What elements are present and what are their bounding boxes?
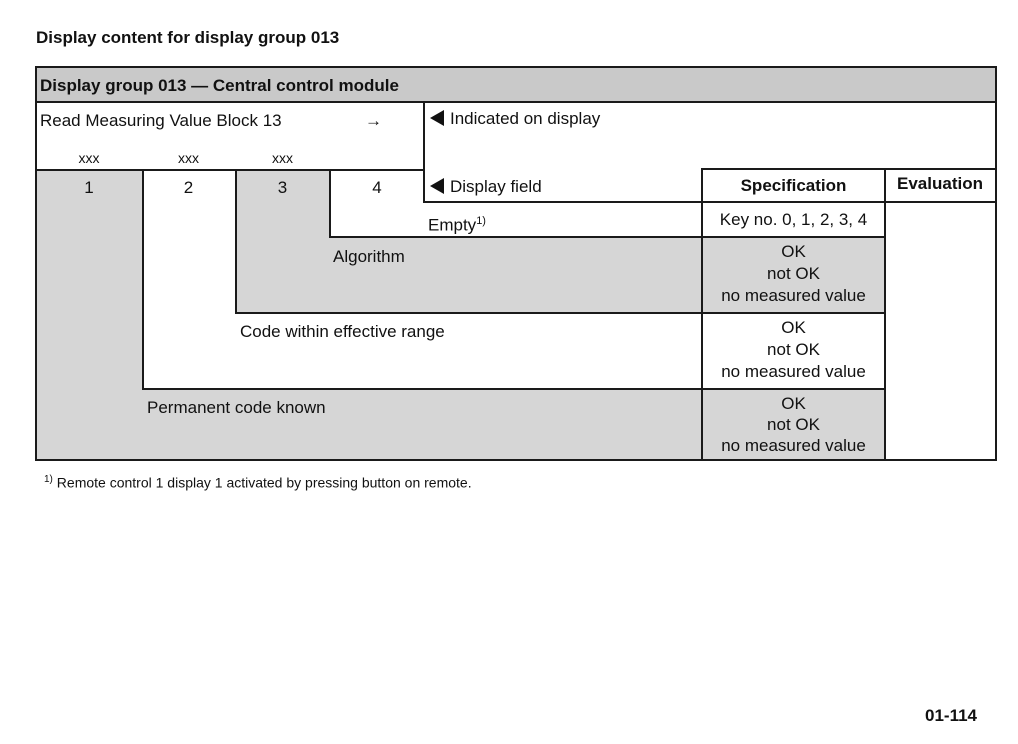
rule-under-display-field <box>424 201 996 203</box>
row-permanent-spec-1: OK <box>781 394 806 413</box>
table-border-left <box>35 66 37 461</box>
footnote <box>44 470 472 493</box>
row-code-range-label: Code within effective range <box>240 322 445 341</box>
placeholder-1: xxx <box>78 150 100 166</box>
row-code-range-spec-1: OK <box>781 318 806 337</box>
placeholder-2: xxx <box>178 150 199 166</box>
field-number-3: 3 <box>277 178 288 197</box>
field-1-column-shade <box>36 169 142 461</box>
algorithm-row-shade <box>235 236 702 313</box>
field-number-2: 2 <box>183 178 194 197</box>
rule-under-title <box>35 101 997 103</box>
table-border-top <box>35 66 997 68</box>
row-algorithm-spec-1: OK <box>781 242 806 261</box>
footnote-text: Remote control 1 display 1 activated by pressing button on remote. <box>56 474 472 491</box>
group-title: Display group 013 — Central control module <box>40 76 399 95</box>
table-border-bottom <box>35 459 997 461</box>
field-number-4: 4 <box>372 178 382 197</box>
rule-under-placeholders <box>35 169 424 171</box>
footnote-mark: 1) <box>44 474 53 485</box>
rule-above-code-range <box>235 312 885 314</box>
footnote-ref: 1) <box>476 215 486 227</box>
rule-above-algorithm <box>330 236 885 238</box>
rule-above-spec-header <box>702 168 995 170</box>
row-permanent-spec-3: no measured value <box>721 436 866 455</box>
right-arrow: → <box>365 111 382 130</box>
display-field-label: Display field <box>450 177 542 196</box>
row-algorithm-label: Algorithm <box>333 247 405 266</box>
row-permanent-spec-2: not OK <box>767 415 820 434</box>
evaluation-header: Evaluation <box>897 174 983 193</box>
row-permanent-label: Permanent code known <box>147 398 326 417</box>
row-code-range-spec-2: not OK <box>767 340 820 359</box>
page-number: 01-114 <box>925 706 977 725</box>
placeholder-3: xxx <box>272 150 293 166</box>
table-border-right <box>995 66 997 461</box>
left-triangle-icon <box>430 178 444 194</box>
indicated-on-display <box>430 109 600 129</box>
rule-above-permanent <box>142 388 885 390</box>
display-field <box>430 177 542 197</box>
field-number-1: 1 <box>84 178 94 197</box>
page-heading: Display content for display group 013 <box>36 28 340 47</box>
specification-header: Specification <box>740 176 847 195</box>
rule-field-1-2 <box>142 169 144 390</box>
left-triangle-icon <box>430 110 444 126</box>
row-algorithm-spec-3: no measured value <box>721 286 866 305</box>
row-empty-label <box>428 211 486 236</box>
row-algorithm-spec-2: not OK <box>767 264 820 283</box>
row-code-range-spec-3: no measured value <box>721 362 866 381</box>
read-block-label: Read Measuring Value Block 13 <box>40 111 282 130</box>
row-empty-spec: Key no. 0, 1, 2, 3, 4 <box>719 210 868 229</box>
row-empty-text: Empty <box>428 215 477 235</box>
indicated-label: Indicated on display <box>450 109 601 128</box>
